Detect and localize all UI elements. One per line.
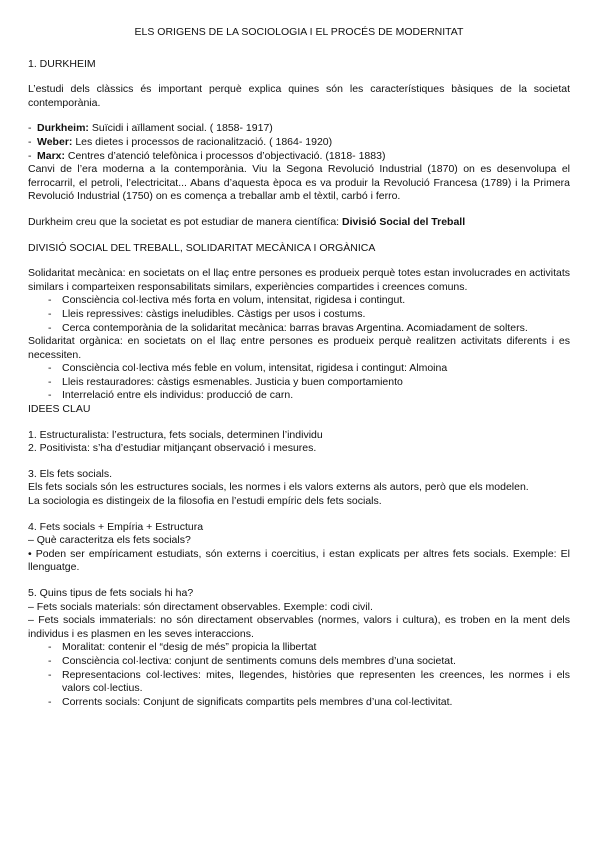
era-change-paragraph: Canvi de l’era moderna a la contemporània. Viu la Segona Revolució Industrial (1870) on es desenvolupa el ferrocarril, el petroli, l’electricitat... Abans d’aquesta època es va produir la Revolució Francesa (1789) i la Primera Revolució Industrial (1750) on es comença a treballar amb el tèxtil, carbó i ferro. <box>28 163 570 203</box>
list-item: - Interrelació entre els individus: producció de carn. <box>48 389 570 403</box>
author-text: Suïcidi i aïllament social. ( 1858- 1917) <box>88 122 273 135</box>
author-name: Marx: <box>37 149 66 162</box>
section-heading-durkheim: 1. DURKHEIM <box>28 57 96 70</box>
section-heading-division: DIVISIÓ SOCIAL DEL TREBALL, SOLIDARITAT MECÀNICA I ORGÀNICA <box>28 241 376 254</box>
intro-paragraph: L’estudi dels clàssics és important perquè explica quines són les característiques bàsiques de la societat contemporània. <box>28 83 570 109</box>
author-text: Les dietes i processos de racionalització. ( 1864- 1920) <box>72 135 333 148</box>
idea-4-heading: 4. Fets socials + Empíria + Estructura <box>28 520 204 533</box>
author-name: Durkheim: <box>37 122 89 135</box>
list-item: - Consciència col·lectiva més forta en volum, intensitat, rigidesa i contingut. <box>48 294 570 308</box>
author-name: Weber: <box>37 135 73 148</box>
list-item: - Lleis restauradores: càstigs esmenables. Justicia y buen comportamiento <box>48 376 570 390</box>
author-item <box>28 136 570 150</box>
idea-2: 2. Positivista: s’ha d’estudiar mitjançant observació i mesures. <box>28 442 317 455</box>
idea-5-heading: 5. Quins tipus de fets socials hi ha? <box>28 587 194 599</box>
mechanical-intro: Solidaritat mecànica: en societats on el llaç entre persones es produeix perquè totes estan involucrades en activitats similars i comparteixen responsabilitats similars, experiències compartides i creences comuns. <box>28 267 570 293</box>
author-text: Centres d’atenció telefònica i processos d’objectivació. (1818- 1883) <box>65 149 386 162</box>
organic-list <box>28 362 570 403</box>
idea-4-question: – Què caracteritza els fets socials? <box>28 534 191 547</box>
list-item: - Corrents socials: Conjunt de significats compartits pels membres d’una col·lectivitat. <box>48 696 570 710</box>
durkheim-science-text: Durkheim creu que la societat es pot estudiar de manera científica: <box>28 215 342 228</box>
idea-3-heading: 3. Els fets socials. <box>28 467 113 480</box>
list-item: - Lleis repressives: càstigs ineludibles. Càstigs per usos i costums. <box>48 308 570 322</box>
document-title: ELS ORIGENS DE LA SOCIOLOGIA I EL PROCÉS DE MODERNITAT <box>134 26 464 38</box>
list-item: - Representacions col·lectives: mites, llegendes, històries que representen les creences, les normes i els valors col·lectius. <box>48 669 570 696</box>
idea-5-immaterial: – Fets socials immaterials: no són directament observables (normes, valors i cultura), es troben en la ment dels individus i es plasmen en les seves interaccions. <box>28 614 570 640</box>
author-item <box>28 122 570 136</box>
section-heading-key-ideas: IDEES CLAU <box>28 403 91 416</box>
authors-list <box>28 122 570 163</box>
list-item: - Moralitat: contenir el “desig de més” propicia la llibertat <box>48 641 570 655</box>
list-item: - Consciència col·lectiva més feble en volum, intensitat, rigidesa i contingut: Almoina <box>48 362 570 376</box>
idea-3-text: Els fets socials són les estructures socials, les normes i els valors externs als autors, però que els modelen. <box>28 481 529 494</box>
mechanical-list <box>28 294 570 335</box>
list-item: - Consciència col·lectiva: conjunt de sentiments comuns dels membres d’una societat. <box>48 655 570 669</box>
durkheim-science-paragraph <box>28 216 570 230</box>
author-item <box>28 150 570 164</box>
idea-4-answer: • Poden ser empíricament estudiats, són externs i coercitius, i estan explicats per altres fets socials. Exemple: El llenguatge. <box>28 547 570 574</box>
organic-intro: Solidaritat orgànica: en societats on el llaç entre persones es produeix perquè realitzen activitats diferents i es necessiten. <box>28 335 570 361</box>
idea-3-text: La sociologia es distingeix de la filosofia en l’estudi empíric dels fets socials. <box>28 495 382 508</box>
idea-1: 1. Estructuralista: l’estructura, fets socials, determinen l’individu <box>28 428 323 441</box>
durkheim-science-bold: Divisió Social del Treball <box>342 215 466 228</box>
list-item: - Cerca contemporània de la solidaritat mecànica: barras bravas Argentina. Acomiadament de solters. <box>48 322 570 336</box>
immaterial-list <box>28 641 570 709</box>
idea-5-material: – Fets socials materials: són directament observables. Exemple: codi civil. <box>28 600 373 613</box>
